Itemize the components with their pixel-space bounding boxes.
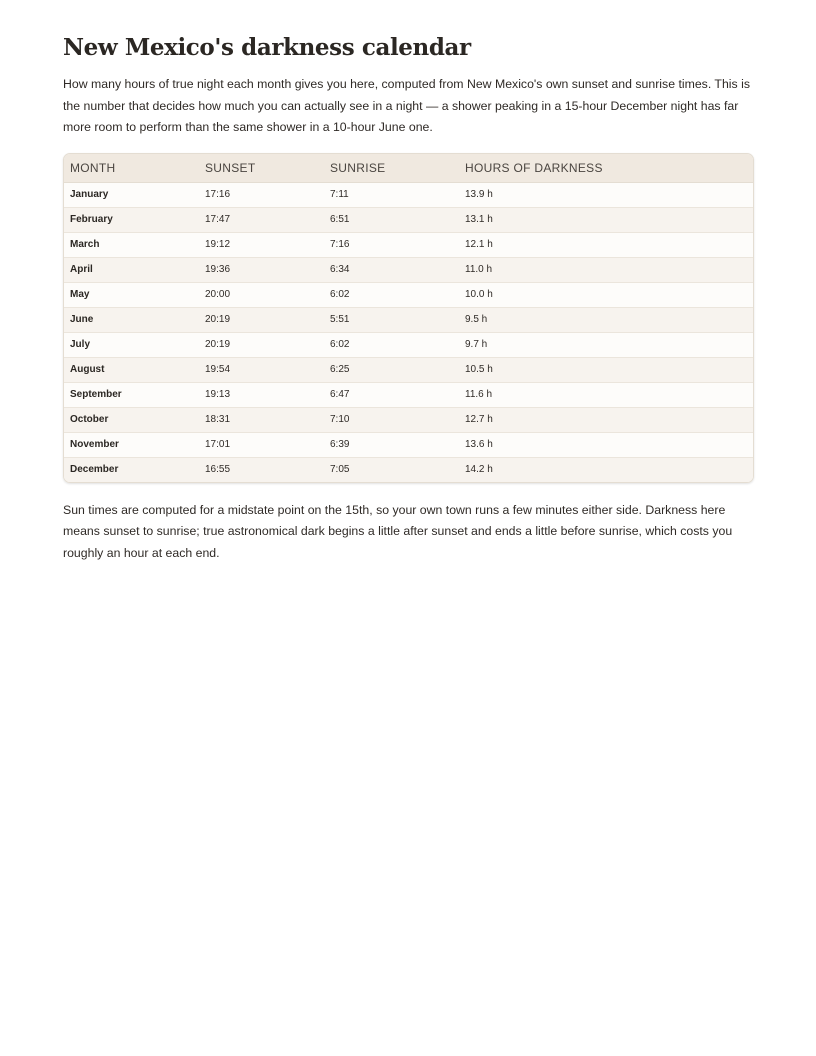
- cell-sunset: 19:12: [199, 232, 324, 257]
- cell-hours-of-darkness: 9.7 h: [459, 332, 753, 357]
- column-header-sunset: SUNSET: [199, 154, 324, 183]
- cell-sunrise: 7:05: [324, 457, 459, 482]
- cell-sunset: 18:31: [199, 407, 324, 432]
- table-row: [64, 407, 753, 432]
- cell-sunset: 20:19: [199, 307, 324, 332]
- table-row: [64, 432, 753, 457]
- article: [63, 30, 754, 564]
- cell-sunset: 19:36: [199, 257, 324, 282]
- cell-month: July: [64, 332, 199, 357]
- table-row: [64, 282, 753, 307]
- cell-sunset: 19:54: [199, 357, 324, 382]
- cell-hours-of-darkness: 10.0 h: [459, 282, 753, 307]
- cell-sunrise: 6:39: [324, 432, 459, 457]
- cell-month: December: [64, 457, 199, 482]
- table-row: [64, 182, 753, 207]
- cell-hours-of-darkness: 11.0 h: [459, 257, 753, 282]
- cell-month: April: [64, 257, 199, 282]
- cell-sunrise: 5:51: [324, 307, 459, 332]
- table-header-row: [64, 154, 753, 183]
- column-header-hours-of-darkness: HOURS OF DARKNESS: [459, 154, 753, 183]
- cell-month: November: [64, 432, 199, 457]
- table-row: [64, 457, 753, 482]
- cell-sunset: 17:16: [199, 182, 324, 207]
- table-header: [64, 154, 753, 183]
- cell-sunset: 17:01: [199, 432, 324, 457]
- cell-hours-of-darkness: 12.1 h: [459, 232, 753, 257]
- cell-sunset: 20:19: [199, 332, 324, 357]
- cell-sunrise: 7:16: [324, 232, 459, 257]
- darkness-table: [64, 154, 753, 482]
- cell-sunset: 16:55: [199, 457, 324, 482]
- column-header-sunrise: SUNRISE: [324, 154, 459, 183]
- column-header-month: MONTH: [64, 154, 199, 183]
- cell-hours-of-darkness: 10.5 h: [459, 357, 753, 382]
- cell-sunrise: 6:02: [324, 282, 459, 307]
- table-row: [64, 207, 753, 232]
- cell-month: March: [64, 232, 199, 257]
- cell-month: January: [64, 182, 199, 207]
- cell-sunrise: 6:51: [324, 207, 459, 232]
- cell-hours-of-darkness: 12.7 h: [459, 407, 753, 432]
- cell-sunset: 17:47: [199, 207, 324, 232]
- cell-month: February: [64, 207, 199, 232]
- cell-month: September: [64, 382, 199, 407]
- cell-month: June: [64, 307, 199, 332]
- cell-hours-of-darkness: 11.6 h: [459, 382, 753, 407]
- cell-sunrise: 7:11: [324, 182, 459, 207]
- cell-sunrise: 7:10: [324, 407, 459, 432]
- cell-sunset: 19:13: [199, 382, 324, 407]
- footnote-paragraph: Sun times are computed for a midstate point on the 15th, so your own town runs a few minutes either side. Darkness here means sunset to sunrise; true astronomical dark begins a little after sunset and ends a little before sunrise, which costs you roughly an hour at each end.: [63, 502, 733, 560]
- intro-paragraph: How many hours of true night each month gives you here, computed from New Mexico's own sunset and sunrise times. This is the number that decides how much you can actually see in a night — a shower peaking in a 15-hour December night has far more room to perform than the same shower in a 10-hour June one.: [63, 77, 750, 134]
- cell-month: May: [64, 282, 199, 307]
- table-row: [64, 257, 753, 282]
- cell-sunrise: 6:34: [324, 257, 459, 282]
- table-row: [64, 357, 753, 382]
- cell-hours-of-darkness: 13.6 h: [459, 432, 753, 457]
- cell-hours-of-darkness: 9.5 h: [459, 307, 753, 332]
- table-body: [64, 182, 753, 482]
- cell-month: August: [64, 357, 199, 382]
- page-title: New Mexico's darkness calendar: [63, 34, 471, 61]
- table-row: [64, 307, 753, 332]
- cell-hours-of-darkness: 13.1 h: [459, 207, 753, 232]
- table-row: [64, 232, 753, 257]
- cell-hours-of-darkness: 14.2 h: [459, 457, 753, 482]
- table-row: [64, 332, 753, 357]
- table-row: [64, 382, 753, 407]
- cell-month: October: [64, 407, 199, 432]
- cell-sunrise: 6:47: [324, 382, 459, 407]
- cell-sunrise: 6:25: [324, 357, 459, 382]
- cell-sunrise: 6:02: [324, 332, 459, 357]
- cell-sunset: 20:00: [199, 282, 324, 307]
- darkness-table-container: [63, 153, 754, 483]
- cell-hours-of-darkness: 13.9 h: [459, 182, 753, 207]
